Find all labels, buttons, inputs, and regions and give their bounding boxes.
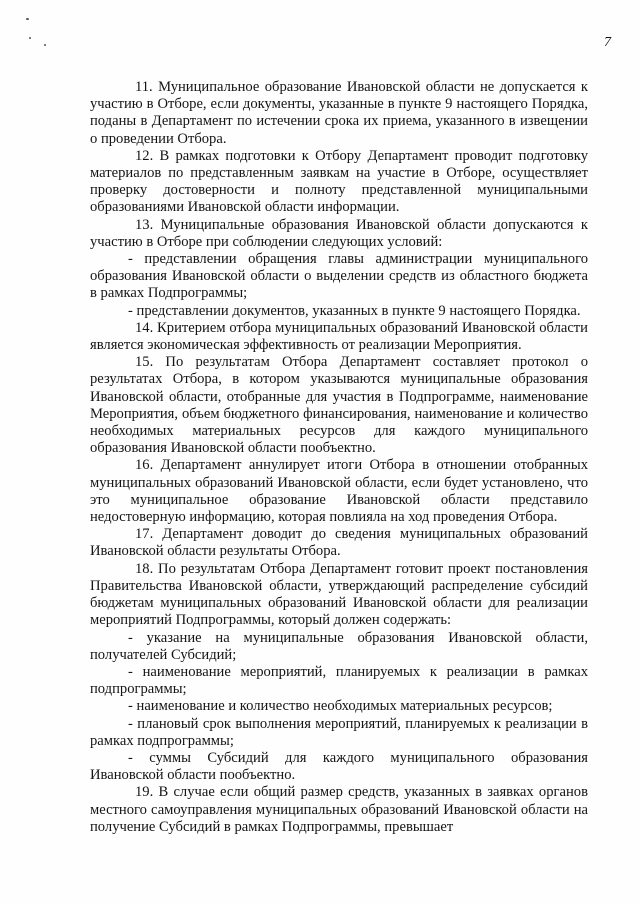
paragraph-12: 12. В рамках подготовки к Отбору Департамент проводит подготовку материалов по представленным заявкам на участие в Отборе, осуществляет проверку достоверности и полноту представленной муниципальными образованиями Ивановской области информации. [90, 147, 588, 216]
list-item: - плановый срок выполнения мероприятий, планируемых к реализации в рамках подпрограммы; [90, 715, 588, 749]
paragraph-18: 18. По результатам Отбора Департамент готовит проект постановления Правительства Ивановской области, утверждающий распределение субсидий бюджетам муниципальных образований Ивановской области для реализации мероприятий Подпрограммы, который должен содержать: [90, 560, 588, 629]
paragraph-19: 19. В случае если общий размер средств, указанных в заявках органов местного самоуправления муниципальных образований Ивановской области на получение Субсидий в рамках Подпрограммы, превышает [90, 784, 588, 835]
paragraph-17: 17. Департамент доводит до сведения муниципальных образований Ивановской области результаты Отбора. [90, 526, 588, 560]
paragraph-16: 16. Департамент аннулирует итоги Отбора в отношении отобранных муниципальных образований Ивановской области, если будет установлено, что это муниципальное образование Ивановской области представило недостоверную информацию, которая повлияла на ход проведения Отбора. [90, 457, 588, 526]
list-item: - представлении документов, указанных в пункте 9 настоящего Порядка. [128, 302, 581, 319]
paragraph-13: 13. Муниципальные образования Ивановской области допускаются к участию в Отборе при соблюдении следующих условий: [90, 216, 588, 250]
paragraph-11: 11. Муниципальное образование Ивановской области не допускается к участию в Отборе, если документы, указанные в пункте 9 настоящего Порядка, поданы в Департамент по истечении срока их приема, указанного в извещении о проведении Отбора. [90, 79, 588, 147]
list-item: - представлении обращения главы администрации муниципального образования Ивановской области о выделении средств из областного бюджета в рамках Подпрограммы; [90, 251, 588, 302]
paragraph-15: 15. По результатам Отбора Департамент составляет протокол о результатах Отбора, в котором указываются муниципальные образования Ивановской области, отобранные для участия в Подпрограмме, наименование Мероприятия, объем бюджетного финансирования, наименование и количество необходимых материальных ресурсов для каждого муниципального образования Ивановской области пообъектно. [90, 354, 588, 457]
scan-artifact [44, 44, 46, 46]
list-item: - наименование мероприятий, планируемых к реализации в рамках подпрограммы; [90, 663, 588, 698]
paragraph-14: 14. Критерием отбора муниципальных образований Ивановской области является экономическая эффективность от реализации Мероприятия. [90, 319, 588, 354]
page-number: 7 [604, 35, 611, 50]
list-item: - наименование и количество необходимых материальных ресурсов; [128, 698, 553, 715]
document-body [90, 79, 588, 836]
list-item: - суммы Субсидий для каждого муниципального образования Ивановской области пообъектно. [90, 749, 588, 784]
scan-artifact [26, 18, 29, 20]
list-item: - указание на муниципальные образования Ивановской области, получателей Субсидий; [90, 629, 588, 663]
scan-artifact [29, 37, 31, 39]
